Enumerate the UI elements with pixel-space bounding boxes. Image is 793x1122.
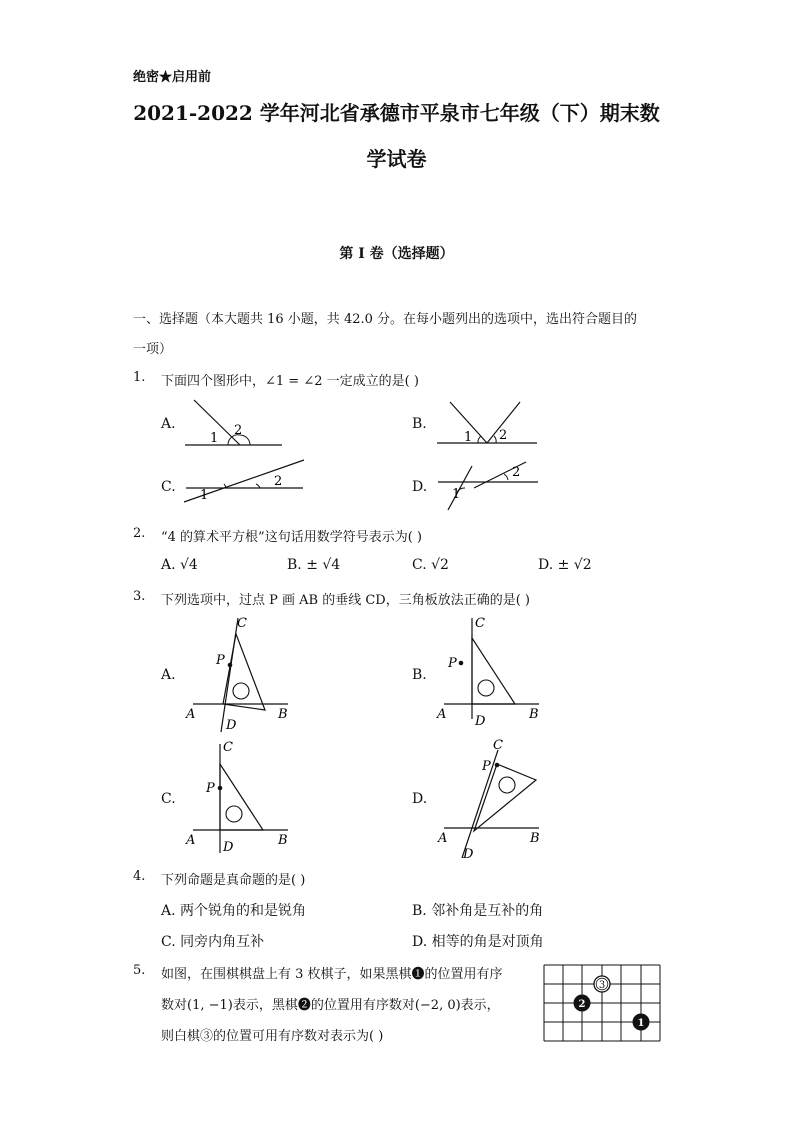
q1-figure-b xyxy=(432,398,542,448)
q1-figure-d xyxy=(434,458,544,512)
q3d-label-p: P xyxy=(482,759,491,774)
q3c-label-a: A xyxy=(186,833,196,848)
white-stone-3-label: 3 xyxy=(598,980,606,991)
q1c-angle-1-label: 1 xyxy=(200,488,209,503)
q2-option-d: D. ± √2 xyxy=(538,557,592,573)
q1c-angle-2-label: 2 xyxy=(274,474,283,489)
q4-option-a: A. 两个锐角的和是锐角 xyxy=(161,903,307,919)
q1-option-b: B. xyxy=(412,416,427,432)
q4-option-c: C. 同旁内角互补 xyxy=(161,934,265,950)
question-4-text: 下列命题是真命题的是( ) xyxy=(161,873,306,888)
q3d-label-a: A xyxy=(438,831,448,846)
q3-option-b: B. xyxy=(412,667,427,683)
q3-figure-c xyxy=(183,736,298,858)
q1d-angle-2-label: 2 xyxy=(512,465,521,480)
q3a-label-c: C xyxy=(237,616,247,631)
question-5-line-2: 数对(1, −1)表示，黑棋❷的位置用有序数对(−2, 0)表示， xyxy=(161,998,500,1013)
page-title-line-2: 学试卷 xyxy=(366,147,427,171)
question-4-number: 4. xyxy=(133,869,146,884)
question-1-number: 1. xyxy=(133,370,146,385)
black-stone-2-label: 2 xyxy=(578,999,586,1010)
section-instructions-line-1: 一、选择题（本大题共 16 小题，共 42.0 分。在每小题列出的选项中，选出符合题目的 xyxy=(133,312,638,327)
q1a-angle-2-label: 2 xyxy=(234,423,243,438)
q1d-angle-1-label: 1 xyxy=(452,487,461,502)
q3-figure-b xyxy=(434,612,549,734)
q1-figure-a xyxy=(180,395,290,450)
q3c-label-p: P xyxy=(206,781,215,796)
q3a-label-d: D xyxy=(226,718,237,733)
q3a-label-p: P xyxy=(216,653,225,668)
volume-heading: 第 I 卷（选择题） xyxy=(339,246,454,262)
question-3-text: 下列选项中，过点 P 画 AB 的垂线 CD，三角板放法正确的是( ) xyxy=(161,593,530,608)
black-stone-1-label: 1 xyxy=(637,1018,645,1029)
section-instructions-line-2: 一项） xyxy=(133,342,173,357)
q3c-label-c: C xyxy=(223,740,233,755)
q3c-label-b: B xyxy=(278,833,288,848)
q3-figure-a xyxy=(183,612,298,734)
q3-option-a: A. xyxy=(161,667,176,683)
question-1-text: 下面四个图形中，∠1 = ∠2 一定成立的是( ) xyxy=(161,374,419,389)
q3a-label-b: B xyxy=(278,707,288,722)
q2-option-b: B. ± √4 xyxy=(287,557,341,573)
question-2-text: “4 的算术平方根”这句话用数学符号表示为( ) xyxy=(161,530,422,545)
q1-option-a: A. xyxy=(161,416,176,432)
question-5-line-3: 则白棋③的位置可用有序数对表示为( ) xyxy=(161,1029,384,1044)
question-2-number: 2. xyxy=(133,526,146,541)
q1b-angle-1-label: 1 xyxy=(464,430,473,445)
q3b-label-d: D xyxy=(475,714,486,729)
question-5-number: 5. xyxy=(133,963,146,978)
q1-option-c: C. xyxy=(161,479,176,495)
q2-option-a: A. √4 xyxy=(161,557,198,573)
q1b-angle-2-label: 2 xyxy=(499,428,508,443)
q3b-label-p: P xyxy=(448,656,457,671)
q3d-label-d: D xyxy=(463,847,474,860)
q3b-label-c: C xyxy=(475,616,485,631)
q4-option-d: D. 相等的角是对顶角 xyxy=(412,934,544,950)
q3d-label-b: B xyxy=(530,831,540,846)
q4-option-b: B. 邻补角是互补的角 xyxy=(412,903,544,919)
q2-option-c: C. √2 xyxy=(412,557,449,573)
q3b-label-b: B xyxy=(529,707,539,722)
q3a-label-a: A xyxy=(186,707,196,722)
q1a-angle-1-label: 1 xyxy=(210,431,219,446)
question-3-number: 3. xyxy=(133,589,146,604)
question-5-line-1: 如图，在围棋棋盘上有 3 枚棋子，如果黑棋❶的位置用有序 xyxy=(161,967,503,982)
q1-option-d: D. xyxy=(412,479,428,495)
secret-label: 绝密★启用前 xyxy=(133,70,212,85)
q3-option-c: C. xyxy=(161,791,176,807)
q3b-label-a: A xyxy=(437,707,447,722)
go-board-figure xyxy=(543,963,663,1047)
q3d-label-c: C xyxy=(493,738,503,753)
q3c-label-d: D xyxy=(223,840,234,855)
q3-option-d: D. xyxy=(412,791,428,807)
q3-figure-d xyxy=(434,736,549,860)
page-title-line-1: 2021-2022 学年河北省承德市平泉市七年级（下）期末数 xyxy=(133,101,660,125)
q1-figure-c xyxy=(182,456,308,504)
